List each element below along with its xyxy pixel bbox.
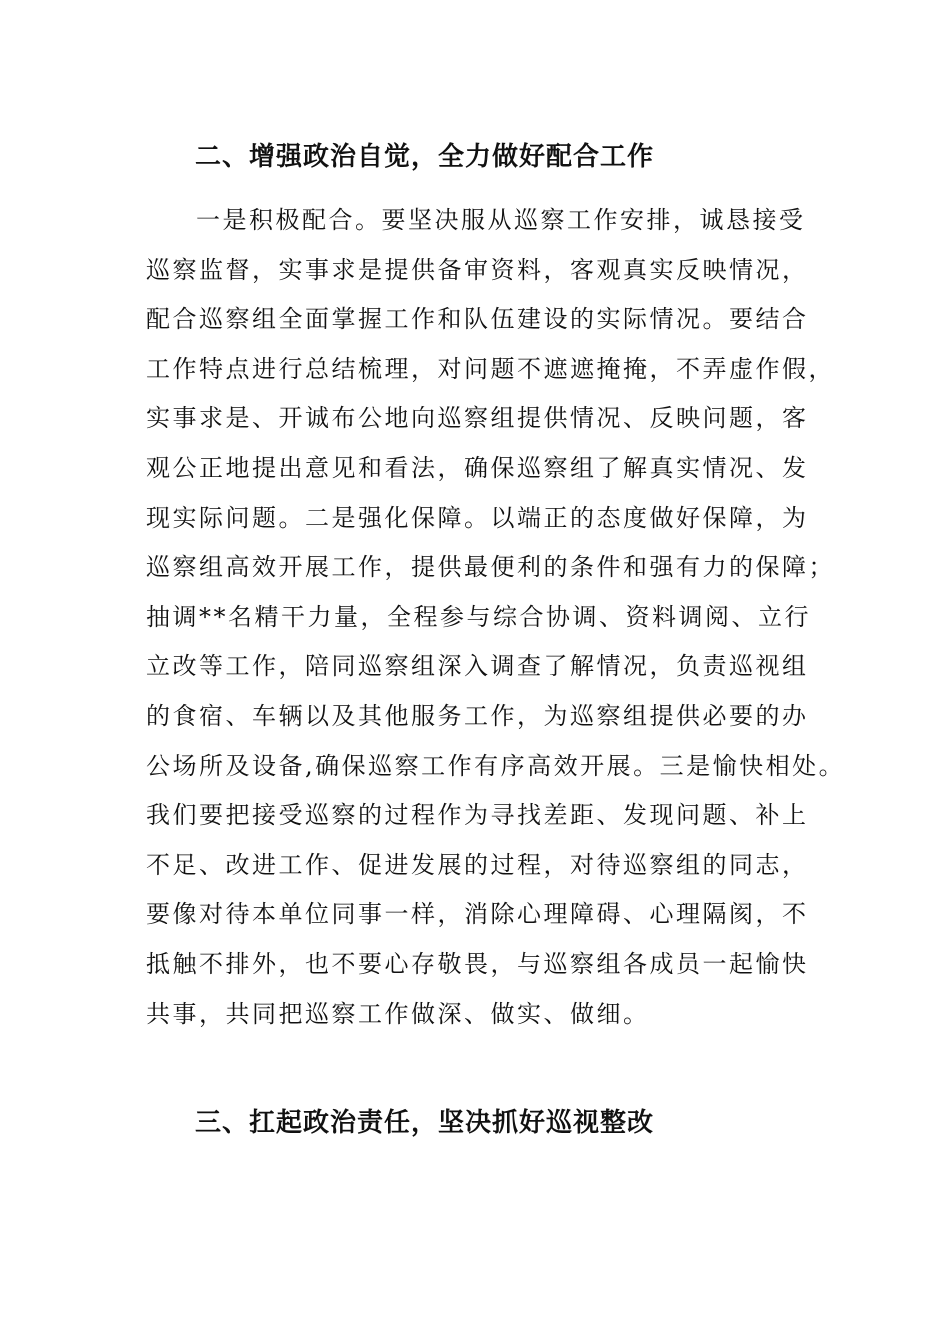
- section-paragraph: [146, 196, 846, 1039]
- paragraph-line: 我们要把接受巡察的过程作为寻找差距、发现问题、补上: [146, 801, 809, 830]
- paragraph-line: 配合巡察组全面掌握工作和队伍建设的实际情况。要结合: [146, 305, 809, 334]
- paragraph-line: 抽调**名精干力量，全程参与综合协调、资料调阅、立行: [146, 602, 811, 631]
- paragraph-line: 工作特点进行总结梳理，对问题不遮遮掩掩，不弄虚作假，: [146, 354, 835, 383]
- paragraph-line: 一是积极配合。要坚决服从巡察工作安排，诚恳接受: [196, 206, 806, 234]
- paragraph-line: 现实际问题。二是强化保障。以端正的态度做好保障，为: [146, 503, 809, 532]
- paragraph-line: 观公正地提出意见和看法，确保巡察组了解真实情况、发: [146, 453, 809, 482]
- paragraph-line: 抵触不排外，也不要心存敬畏，与巡察组各成员一起愉快: [146, 949, 809, 978]
- paragraph-line: 共事，共同把巡察工作做深、做实、做细。: [146, 999, 650, 1028]
- paragraph-line: 的食宿、车辆以及其他服务工作，为巡察组提供必要的办: [146, 701, 809, 730]
- paragraph-line: 实事求是、开诚布公地向巡察组提供情况、反映问题，客: [146, 404, 809, 433]
- paragraph-line: 巡察组高效开展工作，提供最便利的条件和强有力的保障；: [146, 553, 835, 582]
- paragraph-line: 巡察监督，实事求是提供备审资料，客观真实反映情况，: [146, 255, 809, 284]
- paragraph-line: 不足、改进工作、促进发展的过程，对待巡察组的同志，: [146, 850, 809, 879]
- paragraph-line: 公场所及设备,确保巡察工作有序高效开展。三是愉快相处。: [146, 751, 846, 780]
- paragraph-line: 立改等工作，陪同巡察组深入调查了解情况，负责巡视组: [146, 652, 809, 681]
- paragraph-line: 要像对待本单位同事一样，消除心理障碍、心理隔阂，不: [146, 900, 809, 929]
- section-heading-3: 三、扛起政治责任，坚决抓好巡视整改: [195, 1108, 655, 1138]
- section-heading-2: 二、增强政治自觉，全力做好配合工作: [195, 142, 655, 172]
